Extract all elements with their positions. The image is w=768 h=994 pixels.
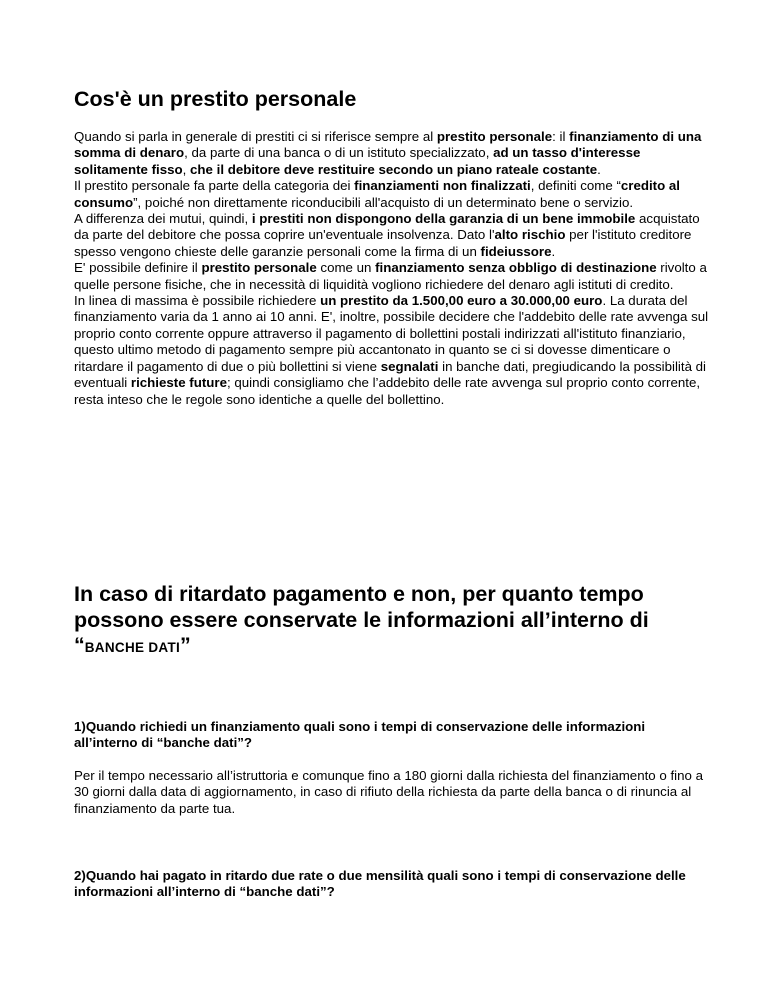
text-run: acquistato da parte del debitore che possa coprire un'eventuale insolvenza. Dato l' [74, 211, 700, 243]
bold-text: i prestiti non dispongono della garanzia di un bene immobile [251, 211, 636, 227]
text-run: come un [316, 260, 376, 276]
text-run: In linea di massima è possibile richiedere [74, 293, 321, 309]
text-run: A differenza dei mutui, quindi, [74, 211, 252, 227]
paragraph [74, 211, 714, 260]
section-heading-banche-dati [74, 582, 714, 661]
heading-open-quote: “ [74, 633, 85, 657]
text-run: , definiti come “ [530, 178, 621, 194]
text-run: , da parte di una banca o di un istituto specializzato, [184, 145, 494, 161]
section-title: Cos'è un prestito personale [74, 87, 357, 111]
heading-text: In caso di ritardato pagamento e non, per quanto tempo possono essere conservate le informazioni all’interno di [74, 582, 649, 632]
paragraph [74, 178, 714, 211]
text-run: . La durata del finanziamento varia da 1 anno ai 10 anni. E', inoltre, possibile decidere che l'addebito delle rate avvenga sul proprio conto corrente oppure attraverso il pagamento di bollettini postali indirizzati all'istituto finanziario, questo ultimo metodo di pagamento sempre più accantonato in quanto se ci si dovesse dimenticare o ritardare il pagamento di due o più bollettini si viene [74, 293, 709, 374]
text-run: ”, poiché non direttamente riconducibili all'acquisto di un determinato bene o servizio. [133, 194, 634, 210]
heading-smallcaps: BANCHE DATI [84, 640, 181, 655]
heading-close-quote: ” [180, 633, 191, 657]
text-run: per l'istituto creditore spesso vengono chieste delle garanzie personali come la firma di un [74, 227, 692, 259]
text-run: Quando si parla in generale di prestiti ci si riferisce sempre al [74, 129, 437, 144]
question-2: 2)Quando hai pagato in ritardo due rate o due mensilità quali sono i tempi di conservazione delle informazioni all’interno di “banche dati”? [74, 868, 686, 900]
bold-text: finanziamento di una somma di denaro [74, 129, 702, 161]
text-run: in banche dati, pregiudicando la possibilità di eventuali [74, 358, 707, 391]
text-run: , [182, 161, 191, 177]
bold-text: prestito personale [201, 260, 317, 276]
text-run: . [597, 161, 601, 177]
answer-1: Per il tempo necessario all’istruttoria e comunque fino a 180 giorni dalla richiesta del finanziamento o fino a 30 giorni dalla data di aggiornamento, in caso di rifiuto della richiesta da parte della banca o di rinuncia al finanziamento da parte tua. [74, 768, 703, 816]
text-run: . [551, 243, 556, 259]
paragraph [74, 129, 714, 178]
bold-text: richieste future [130, 375, 227, 391]
text-run: E' possibile definire il [74, 260, 202, 276]
text-run: : il [552, 129, 570, 144]
bold-text: un prestito da 1.500,00 euro a 30.000,00 euro [320, 293, 603, 309]
bold-text: ad un tasso d'interesse solitamente fisso [74, 145, 641, 177]
bold-text: che il debitore deve restituire secondo un piano rateale costante [190, 161, 598, 177]
paragraph [74, 293, 714, 408]
bold-text: credito al consumo [74, 178, 681, 210]
bold-text: finanziamento senza obbligo di destinazione [375, 260, 657, 276]
bold-text: segnalati [380, 358, 439, 374]
intro-text-block [74, 129, 714, 408]
question-1: 1)Quando richiedi un finanziamento quali sono i tempi di conservazione delle informazioni all’interno di “banche dati”? [74, 719, 646, 751]
text-run: Il prestito personale fa parte della categoria dei [74, 178, 355, 194]
bold-text: prestito personale [436, 129, 553, 144]
bold-text: finanziamenti non finalizzati [354, 178, 531, 194]
text-run: rivolto a quelle persone fisiche, che in necessità di liquidità vogliono richiedere del denaro agli istituti di credito. [74, 260, 707, 292]
bold-text: alto rischio [494, 227, 566, 243]
bold-text: fideiussore [480, 243, 552, 259]
paragraph [74, 260, 714, 293]
text-run: ; quindi consigliamo che l’addebito delle rate avvenga sul proprio conto corrente, resta inteso che le regole sono identiche a quelle del bollettino. [74, 375, 701, 407]
